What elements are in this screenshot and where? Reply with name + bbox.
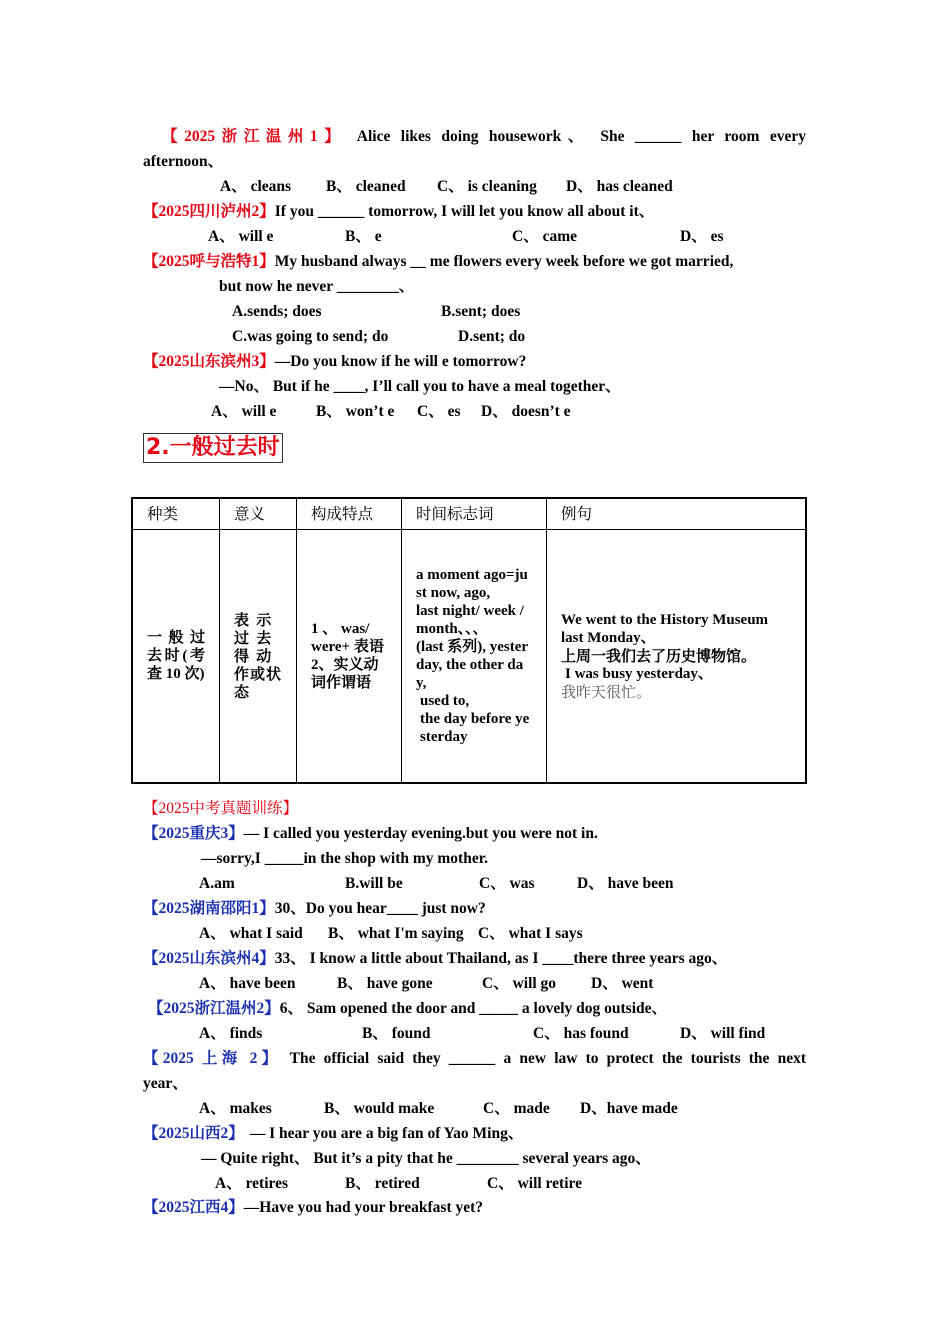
example-1: We went to the History Museum last Monday、 [561, 612, 769, 646]
time-word: a moment ago=just now, ago, [416, 567, 528, 601]
form-line-2: 2、实义动词作谓语 [311, 657, 379, 691]
p5-option-a[interactable]: A、 makes [199, 1100, 272, 1117]
p7-source: 【2025江西4】 [143, 1199, 244, 1216]
p4-option-d[interactable]: D、 will find [680, 1025, 766, 1042]
p2-option-b[interactable]: B、 what I'm saying [328, 925, 464, 942]
p6-option-a[interactable]: A、 retires [215, 1175, 289, 1192]
q4-stem: —Do you know if he will e tomorrow? [274, 353, 527, 370]
p3-option-b[interactable]: B、 have gone [337, 975, 433, 992]
p1-option-c[interactable]: C、 was [479, 875, 535, 892]
q1-option-a[interactable]: A、 cleans [220, 178, 292, 195]
q4-line2: —No、 But if he ____, I’ll call you to have a meal together、 [219, 378, 621, 395]
q2-source: 【2025四川泸州2】 [143, 203, 275, 220]
p1-stem: — I called you yesterday evening.but you were not in. [243, 825, 598, 842]
p3-option-c[interactable]: C、 will go [482, 975, 557, 992]
p5-line1 [143, 1050, 806, 1068]
p4-stem: 6、 Sam opened the door and _____ a lovely dog outside、 [279, 1000, 668, 1017]
time-word: used to, [420, 693, 470, 709]
time-word: (last 系列), yesterday, the other day, [416, 639, 529, 691]
p6-line1 [143, 1125, 523, 1143]
q2-stem: If you ______ tomorrow, I will let you know all about it、 [274, 203, 655, 220]
cell-time-words [402, 530, 547, 784]
q1-line2: afternoon、 [143, 153, 224, 170]
p1-option-a[interactable]: A.am [199, 875, 235, 892]
p5-line2: year、 [143, 1075, 188, 1092]
p6-option-b[interactable]: B、 retired [345, 1175, 420, 1192]
p5-stem: The official said they ______ a new law to protect the tourists the next [289, 1050, 806, 1067]
form-line-1: 1 、 was/ were+ 表语 [311, 621, 384, 655]
p1-line2: —sorry,I _____in the shop with my mother. [201, 850, 489, 867]
q3-line2: but now he never ________、 [219, 278, 415, 295]
time-word: the day before yesterday [420, 711, 530, 745]
header-type: 种类 [132, 498, 220, 530]
cell-form [297, 530, 402, 784]
q4-option-a[interactable]: A、 will e [211, 403, 277, 420]
p5-option-d[interactable]: D、have made [580, 1100, 678, 1117]
meaning-text: 表 示 过 去 得 动 作或状态 [234, 611, 283, 701]
grammar-table [131, 497, 807, 784]
q2-option-a[interactable]: A、 will e [208, 228, 274, 245]
q4-option-b[interactable]: B、 won’t e [316, 403, 395, 420]
section-title: 2.一般过去时 [143, 433, 283, 463]
q3-source: 【2025呼与浩特1】 [143, 253, 275, 270]
cell-meaning [220, 530, 297, 784]
p6-option-c[interactable]: C、 will retire [487, 1175, 582, 1192]
q3-line1 [143, 253, 733, 271]
q2-option-b[interactable]: B、 e [345, 228, 382, 245]
q3-option-d[interactable]: D.sent; do [458, 328, 526, 345]
p2-option-a[interactable]: A、 what I said [199, 925, 303, 942]
p2-source: 【2025湖南邵阳1】 [143, 900, 275, 917]
q4-option-c[interactable]: C、 es [417, 403, 461, 420]
p3-line [143, 950, 727, 968]
p1-option-b[interactable]: B.will be [345, 875, 403, 892]
q3-stem: My husband always __ me flowers every week before we got married, [274, 253, 734, 270]
p4-source: 【2025浙江温州2】 [148, 1000, 280, 1017]
p5-source: 【2025 上海 2】 [143, 1050, 282, 1067]
p3-stem: 33、 I know a little about Thailand, as I ____there three years ago、 [274, 950, 728, 967]
p1-source: 【2025重庆3】 [143, 825, 244, 842]
time-word: last night/ week /month、、、 [416, 603, 524, 637]
header-time-words: 时间标志词 [402, 498, 547, 530]
cell-example [547, 530, 807, 784]
p2-line [143, 900, 486, 918]
p4-line [148, 1000, 667, 1018]
p2-option-c[interactable]: C、 what I says [478, 925, 583, 942]
q1-stem: Alice likes doing housework、 She ______ her room every [356, 128, 806, 145]
p1-option-d[interactable]: D、 have been [577, 875, 674, 892]
p1-line1 [143, 825, 598, 843]
p3-option-a[interactable]: A、 have been [199, 975, 296, 992]
p7-stem: —Have you had your breakfast yet? [243, 1199, 484, 1216]
table-row [132, 530, 806, 784]
p2-stem: 30、Do you hear____ just now? [274, 900, 486, 917]
q2-option-d[interactable]: D、 es [680, 228, 724, 245]
p3-source: 【2025山东滨州4】 [143, 950, 275, 967]
q3-option-c[interactable]: C.was going to send; do [232, 328, 389, 345]
example-2: I was busy yesterday、 [565, 666, 713, 682]
q1-option-d[interactable]: D、 has cleaned [566, 178, 673, 195]
header-form: 构成特点 [297, 498, 402, 530]
q1-line1 [162, 128, 806, 146]
p6-source: 【2025山西2】 [143, 1125, 244, 1142]
p5-option-c[interactable]: C、 made [483, 1100, 550, 1117]
q1-option-b[interactable]: B、 cleaned [326, 178, 406, 195]
q2-line [143, 203, 654, 221]
example-2-cn: 我昨天很忙。 [561, 683, 652, 701]
example-1-cn: 上周一我们去了历史博物馆。 [561, 647, 757, 665]
q4-line1 [143, 353, 526, 371]
p4-option-a[interactable]: A、 finds [199, 1025, 263, 1042]
q4-option-d[interactable]: D、 doesn’t e [481, 403, 571, 420]
p6-stem: — I hear you are a big fan of Yao Ming、 [249, 1125, 524, 1142]
p4-option-b[interactable]: B、 found [362, 1025, 431, 1042]
q1-option-c[interactable]: C、 is cleaning [437, 178, 537, 195]
q3-option-a[interactable]: A.sends; does [232, 303, 322, 320]
header-meaning: 意义 [220, 498, 297, 530]
q3-option-b[interactable]: B.sent; does [441, 303, 521, 320]
header-example: 例句 [547, 498, 807, 530]
q2-option-c[interactable]: C、 came [512, 228, 577, 245]
p5-option-b[interactable]: B、 would make [324, 1100, 435, 1117]
p7-line [143, 1199, 483, 1217]
p3-option-d[interactable]: D、 went [591, 975, 654, 992]
p4-option-c[interactable]: C、 has found [533, 1025, 629, 1042]
q4-source: 【2025山东滨州3】 [143, 353, 275, 370]
q1-source: 【2025浙江温州1】 [162, 128, 347, 145]
type-text: 一般过去时(考查 10 次) [147, 630, 205, 682]
cell-type [132, 530, 220, 784]
practice-title: 【2025中考真题训练】 [143, 800, 299, 817]
table-header-row [132, 498, 806, 530]
p6-line2: — Quite right、 But it’s a pity that he ________ several years ago、 [201, 1150, 651, 1167]
